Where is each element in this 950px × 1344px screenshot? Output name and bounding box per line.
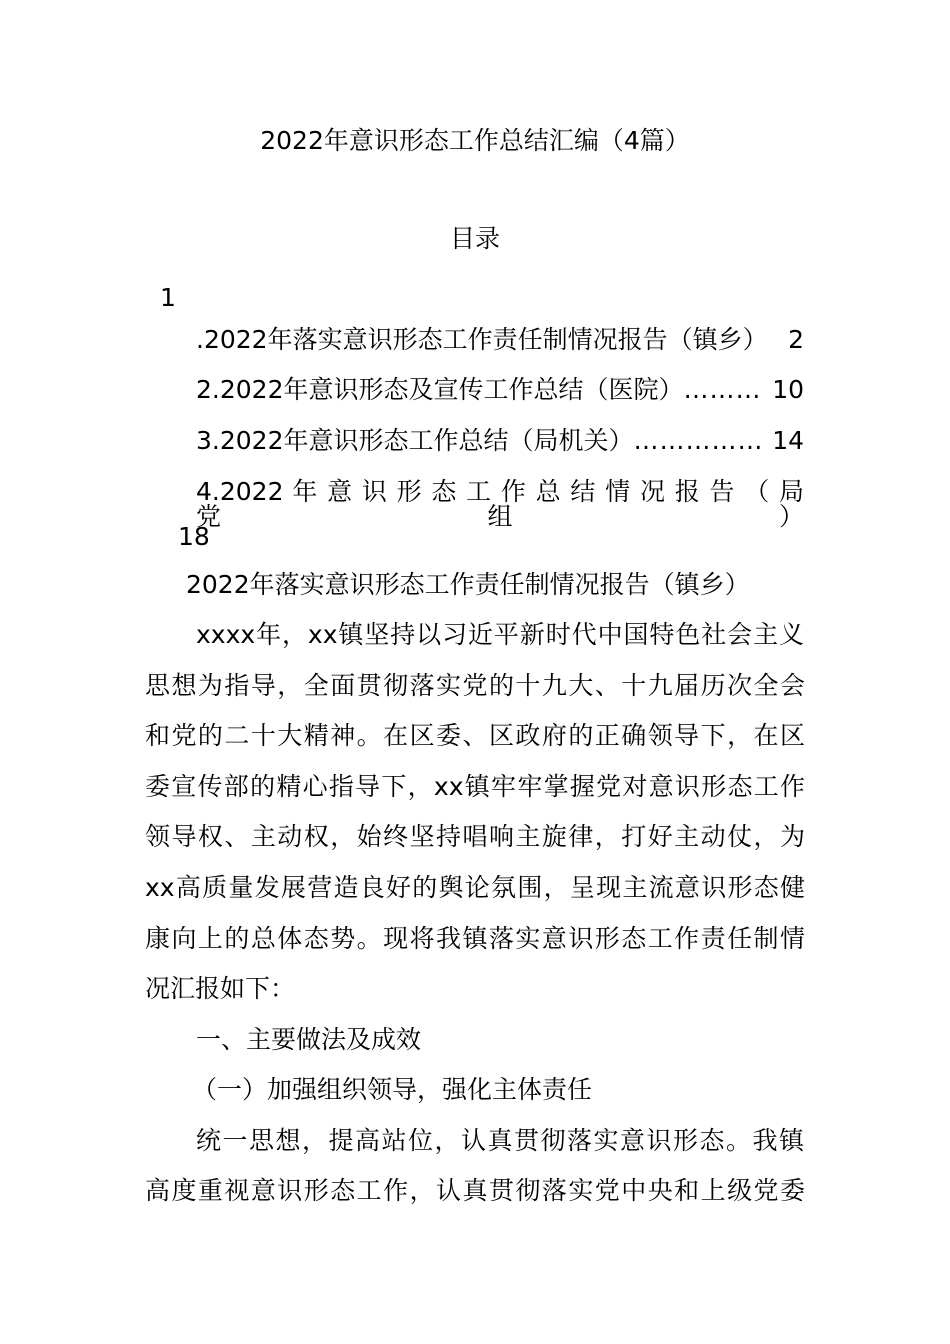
paragraph-line-7: 康向上的总体态势。现将我镇落实意识形态工作责任制情: [145, 924, 805, 953]
toc-item-3-text: 3.2022年意识形态工作总结（局机关）: [196, 426, 634, 455]
toc-item-3-dots: ……………: [633, 428, 764, 453]
section-title: 2022年落实意识形态工作责任制情况报告（镇乡）: [186, 570, 750, 599]
heading-level-1: 一、主要做法及成效: [196, 1025, 422, 1054]
toc-first-number: 1: [160, 283, 176, 312]
paragraph-line-1: xxxx年，xx镇坚持以习近平新时代中国特色社会主义: [196, 620, 804, 649]
paragraph-line-3: 和党的二十大精神。在区委、区政府的正确领导下，在区: [145, 721, 805, 750]
toc-item-2-dots: ………: [683, 377, 762, 402]
paragraph-line-5: 领导权、主动权，始终坚持唱响主旋律，打好主动仗，为: [145, 822, 805, 851]
toc-item-2-text: 2.2022年意识形态及宣传工作总结（医院）: [196, 375, 684, 404]
toc-item-4-text[interactable]: 4.2022 年 意 识 形 态 工 作 总 结 情 况 报 告 （ 局 党 组 ）: [196, 477, 804, 531]
heading-level-2: （一）加强组织领导，强化主体责任: [192, 1075, 593, 1104]
toc-item-2-page: 10: [772, 375, 804, 404]
paragraph-line-8: 况汇报如下：: [145, 974, 296, 1003]
paragraph-line-6: xx高质量发展营造良好的舆论氛围，呈现主流意识形态健: [145, 873, 805, 902]
body-last-line-1: 统一思想，提高站位，认真贯彻落实意识形态。我镇: [196, 1126, 804, 1155]
document-title: 2022年意识形态工作总结汇编（4篇）: [260, 126, 690, 155]
toc-item-4-page: 18: [178, 522, 210, 551]
toc-item-1[interactable]: [196, 327, 804, 352]
paragraph-line-4: 委宣传部的精心指导下，xx镇牢牢掌握党对意识形态工作: [145, 772, 805, 801]
toc-heading: 目录: [449, 224, 500, 253]
body-last-line-2: 高度重视意识形态工作，认真贯彻落实党中央和上级党委: [145, 1176, 805, 1205]
toc-item-3-page: 14: [772, 426, 804, 455]
paragraph-line-2: 思想为指导，全面贯彻落实党的十九大、十九届历次全会: [145, 671, 805, 700]
toc-item-2[interactable]: [196, 377, 804, 402]
toc-item-1-page: 2: [788, 325, 804, 354]
toc-item-3[interactable]: [196, 428, 804, 453]
toc-item-1-text: .2022年落实意识形态工作责任制情况报告（镇乡）: [196, 325, 768, 354]
